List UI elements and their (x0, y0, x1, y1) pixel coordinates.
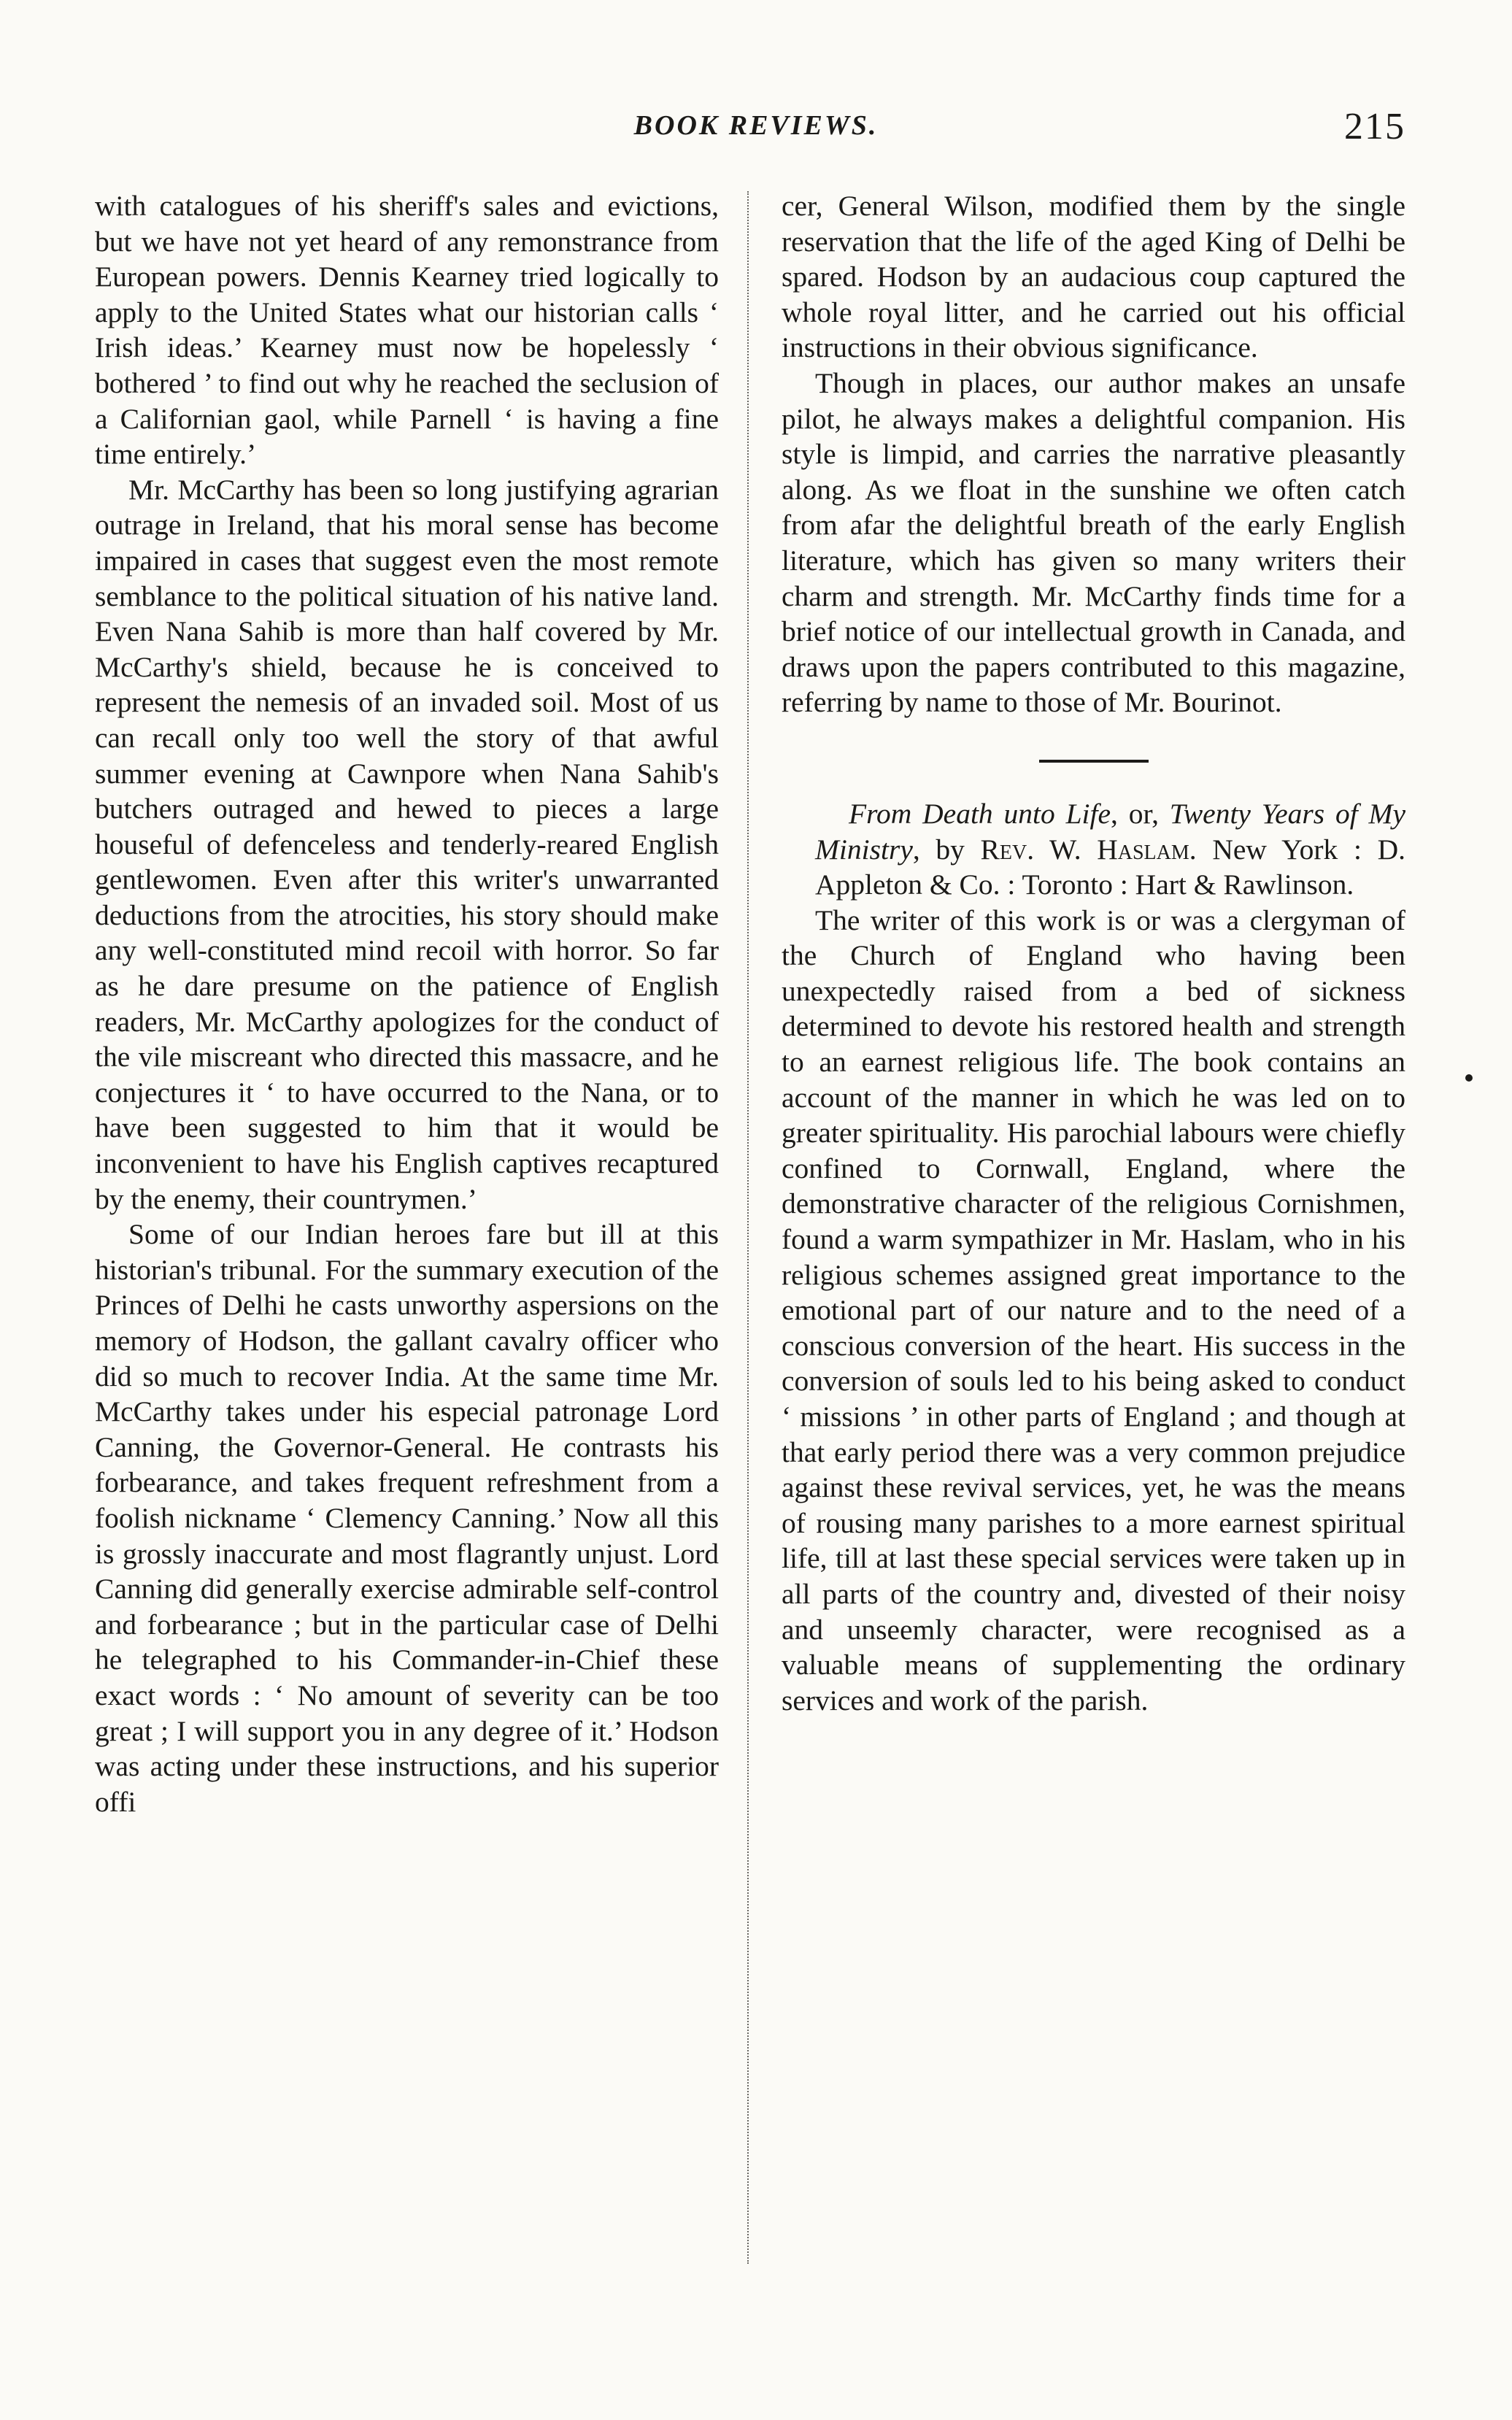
section-rule (1039, 760, 1149, 763)
book-title: From Death unto Life (849, 797, 1111, 830)
author-prefix: Rev. W. (980, 833, 1098, 866)
publisher-info: . New York : D. Appleton & Co. : Toronto : Hart & Rawlinson. (815, 833, 1405, 901)
column-divider (747, 191, 749, 2264)
paragraph: Though in places, our author makes an unsafe pilot, he always makes a delightful companion. His style is limpid, and carries the narrative pleasantly along. As we float in the sunshine we often catch from afar the delightful breath of the early English literature, which has given so many writers their charm and strength. Mr. McCarthy finds time for a brief notice of our intellectual growth in Canada, and draws upon the papers contributed to this magazine, referring by name to those of Mr. Bourinot. (782, 366, 1405, 719)
page-number: 215 (1344, 106, 1405, 147)
right-column (782, 188, 1405, 1718)
paragraph: Some of our Indian heroes fare but ill at this historian's tribunal. For the summary execution of the Princes of Delhi he casts unworthy aspersions on the memory of Hodson, the gallant cavalry officer who did so much to recover India. At the same time Mr. McCarthy takes under his especial patronage Lord Canning, the Governor-General. He contrasts his forbearance, and takes frequent refreshment from a foolish nickname ‘ Clemency Canning.’ Now all this is grossly inaccurate and most flagrantly unjust. Lord Canning did generally exercise admirable self-control and forbearance ; but in the particular case of Delhi he telegraphed to his Commander-in-Chief these exact words : ‘ No amount of severity can be too great ; I will support you in any degree of it.’ Hodson was acting under these instructions, and his superior offi (95, 1218, 719, 1818)
citation-by: , by (912, 833, 981, 866)
citation-connector: , or, (1111, 797, 1170, 830)
paragraph: cer, General Wilson, modified them by the single reservation that the life of the aged King of Delhi be spared. Hodson by an audacious coup captured the whole royal litter, and he carried out his official instructions in their obvious significance. (782, 190, 1405, 364)
stray-mark (1465, 1074, 1473, 1082)
paragraph: with catalogues of his sheriff's sales and evictions, but we have not yet heard of any remonstrance from European powers. Dennis Kearney tried logically to apply to the United States what our historian calls ‘ Irish ideas.’ Kearney must now be hopelessly ‘ bothered ’ to find out why he reached the seclusion of a Californian gaol, while Parnell ‘ is having a fine time entirely.’ (95, 190, 719, 471)
book-citation (782, 796, 1405, 903)
left-column (95, 188, 719, 1819)
author-surname: Haslam (1097, 833, 1189, 866)
running-head: BOOK REVIEWS. (633, 110, 879, 141)
paragraph: Mr. McCarthy has been so long justifying agrarian outrage in Ireland, that his moral sense has become impaired in cases that suggest even the most remote semblance to the political situation of his native land. Even Nana Sahib is more than half covered by Mr. McCarthy's shield, because he is conceived to represent the nemesis of an invaded soil. Most of us can recall only too well the story of that awful summer evening at Cawnpore when Nana Sahib's butchers outraged and hewed to pieces a large houseful of defenceless and tenderly-reared English gentlewomen. Even after this writer's unwarranted deductions from the atrocities, his story should make any well-constituted mind recoil with horror. So far as he dare presume on the patience of English readers, Mr. McCarthy apologizes for the conduct of the vile miscreant who directed this massacre, and he conjectures it ‘ to have occurred to the Nana, or to have been suggested to him that it would be inconvenient to have his English captives recaptured by the enemy, their countrymen.’ (95, 473, 719, 1215)
review-paragraph: The writer of this work is or was a clergyman of the Church of England who having been unexpectedly raised from a bed of sickness determined to devote his restored health and strength to an earnest religious life. The book contains an account of the manner in which he was led on to greater spirituality. His parochial labours were chiefly confined to Cornwall, England, where the demonstrative character of the religious Cornishmen, found a warm sympathizer in Mr. Haslam, who in his religious schemes assigned great importance to the emotional part of our nature and to the need of a conscious conversion of the heart. His success in the conversion of souls led to his being asked to conduct ‘ missions ’ in other parts of England ; and though at that early period there was a very common prejudice against these revival services, yet, he was the means of rousing many parishes to a more earnest spiritual life, till at last these special services were taken up in all parts of the country and, divested of their noisy and unseemly character, were recognised as a valuable means of supplementing the ordinary services and work of the parish. (782, 903, 1405, 1716)
page-header (0, 106, 1512, 161)
book-subtitle: Twenty Years of My Ministry (815, 797, 1405, 866)
